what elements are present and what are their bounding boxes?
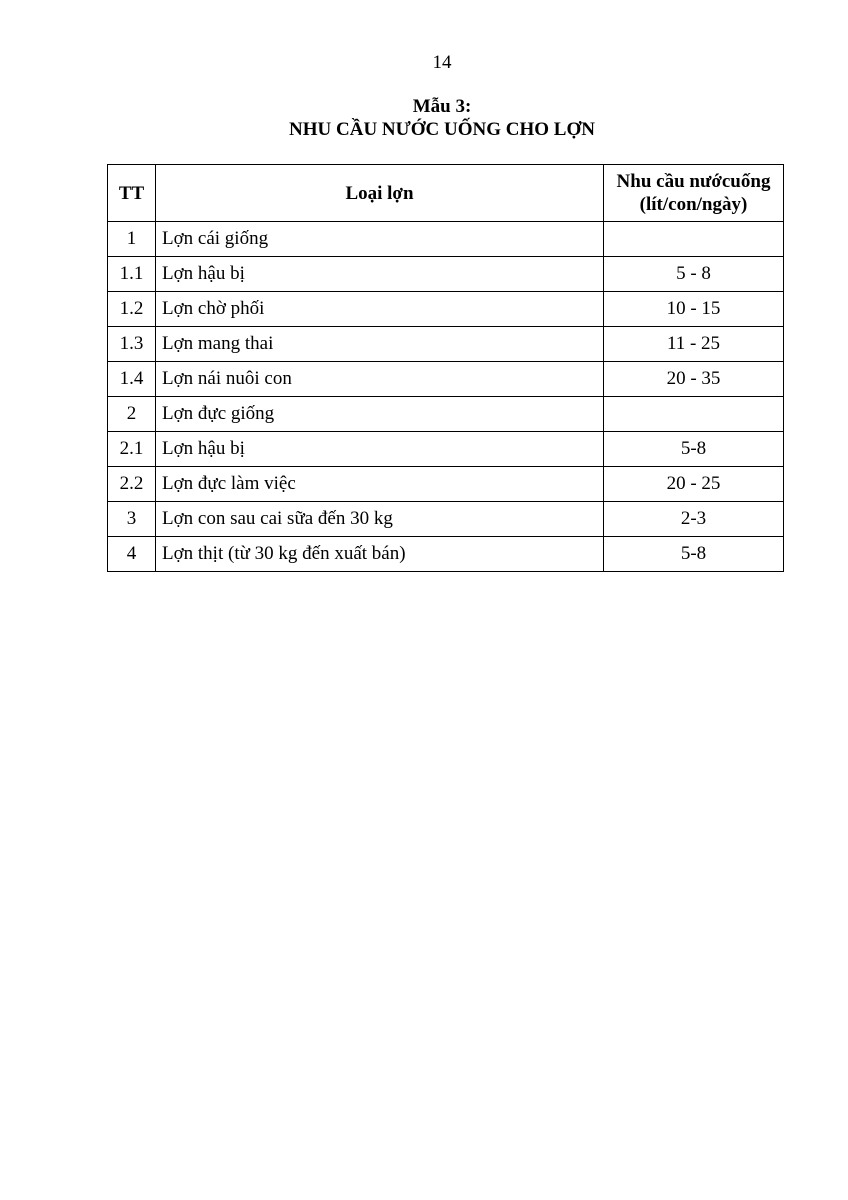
pig-type: Lợn hậu bị — [156, 257, 604, 292]
table-row — [108, 362, 784, 397]
table-row — [108, 292, 784, 327]
pig-type: Lợn mang thai — [156, 327, 604, 362]
row-number: 1.3 — [108, 327, 156, 362]
table-header-row — [108, 165, 784, 222]
row-number: 2.1 — [108, 432, 156, 467]
water-need — [604, 222, 784, 257]
row-number: 4 — [108, 537, 156, 572]
pig-type: Lợn chờ phối — [156, 292, 604, 327]
document-title: NHU CẦU NƯỚC UỐNG CHO LỢN — [289, 119, 595, 140]
pig-type: Lợn nái nuôi con — [156, 362, 604, 397]
table-row — [108, 467, 784, 502]
row-number: 1.4 — [108, 362, 156, 397]
table-row — [108, 222, 784, 257]
water-need: 5-8 — [604, 432, 784, 467]
table-row — [108, 502, 784, 537]
row-number: 1 — [108, 222, 156, 257]
table-row — [108, 397, 784, 432]
row-number: 2.2 — [108, 467, 156, 502]
form-label: Mẫu 3: — [412, 96, 472, 117]
table-row — [108, 327, 784, 362]
water-requirement-table — [107, 164, 784, 572]
water-need: 5-8 — [604, 537, 784, 572]
water-need: 20 - 25 — [604, 467, 784, 502]
pig-type: Lợn hậu bị — [156, 432, 604, 467]
row-number: 2 — [108, 397, 156, 432]
pig-type: Lợn đực làm việc — [156, 467, 604, 502]
table-row — [108, 257, 784, 292]
table-row — [108, 537, 784, 572]
water-need: 11 - 25 — [604, 327, 784, 362]
water-need: 20 - 35 — [604, 362, 784, 397]
header-water-need-line2: (lít/con/ngày) — [639, 194, 748, 215]
pig-type: Lợn cái giống — [156, 222, 604, 257]
header-tt: TT — [108, 165, 156, 222]
pig-type: Lợn đực giống — [156, 397, 604, 432]
header-water-need — [604, 165, 784, 222]
pig-type: Lợn con sau cai sữa đến 30 kg — [156, 502, 604, 537]
pig-type: Lợn thịt (từ 30 kg đến xuất bán) — [156, 537, 604, 572]
water-need: 2-3 — [604, 502, 784, 537]
row-number: 1.2 — [108, 292, 156, 327]
table-row — [108, 432, 784, 467]
page-number: 14 — [432, 52, 452, 73]
water-need — [604, 397, 784, 432]
row-number: 3 — [108, 502, 156, 537]
header-water-need-line1: Nhu cầu nướcuống — [616, 171, 771, 192]
water-need: 10 - 15 — [604, 292, 784, 327]
water-need: 5 - 8 — [604, 257, 784, 292]
row-number: 1.1 — [108, 257, 156, 292]
header-pig-type: Loại lợn — [156, 165, 604, 222]
